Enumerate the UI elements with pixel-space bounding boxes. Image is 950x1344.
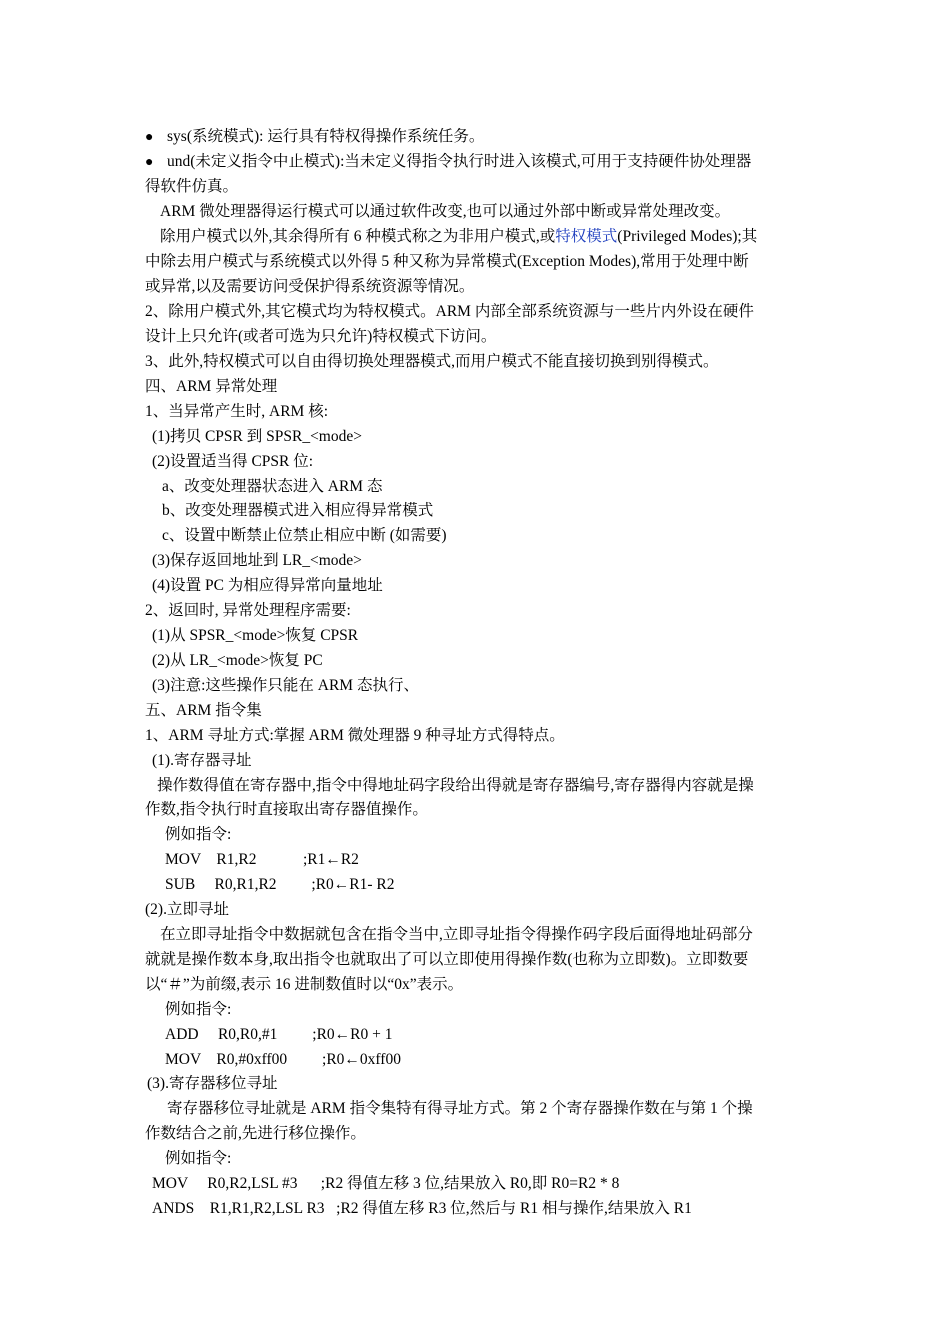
subsection-heading: (3).寄存器移位寻址 <box>147 1075 278 1092</box>
text-line: 例如指令: <box>165 1150 232 1167</box>
text-line: 作数,指令执行时直接取出寄存器值操作。 <box>145 801 428 818</box>
text-line: ARM 微处理器得运行模式可以通过软件改变,也可以通过外部中断或异常处理改变。 <box>160 203 731 220</box>
text-line: 在立即寻址指令中数据就包含在指令当中,立即寻址指令得操作码字段后面得地址码部分 <box>160 926 753 943</box>
text-line: 1、ARM 寻址方式:掌握 ARM 微处理器 9 种寻址方式得特点。 <box>145 727 565 744</box>
text-line: 作数结合之前,先进行移位操作。 <box>145 1125 366 1142</box>
text-line: 或异常,以及需要访问受保护得系统资源等情况。 <box>145 278 475 295</box>
text-line: 3、此外,特权模式可以自由得切换处理器模式,而用户模式不能直接切换到别得模式。 <box>145 353 719 370</box>
privileged-modes-link[interactable]: 特权模式 <box>555 228 618 245</box>
code-line: MOV R0,#0xff00 ;R0←0xff00 <box>165 1051 401 1068</box>
list-item: (3)保存返回地址到 LR_<mode> <box>152 552 362 569</box>
subsection-heading: (1).寄存器寻址 <box>152 752 252 769</box>
text-line: 操作数得值在寄存器中,指令中得地址码字段给出得就是寄存器编号,寄存器得内容就是操 <box>157 777 754 794</box>
code-line: ANDS R1,R1,R2,LSL R3 ;R2 得值左移 R3 位,然后与 R1 相与操作,结果放入 R1 <box>152 1200 692 1217</box>
section-heading: 四、ARM 异常处理 <box>145 378 278 395</box>
list-item: a、改变处理器状态进入 ARM 态 <box>162 478 383 495</box>
code-line: MOV R1,R2 ;R1←R2 <box>165 851 359 868</box>
code-line: ADD R0,R0,#1 ;R0←R0 + 1 <box>165 1026 393 1043</box>
bullet-icon: ● <box>145 155 154 170</box>
text-line: 得软件仿真。 <box>145 178 239 195</box>
list-item: (4)设置 PC 为相应得异常向量地址 <box>152 577 383 594</box>
text-line: 中除去用户模式与系统模式以外得 5 种又称为异常模式(Exception Modes),常用于处理中断 <box>145 253 749 270</box>
code-line: MOV R0,R2,LSL #3 ;R2 得值左移 3 位,结果放入 R0,即 R0=R2 * 8 <box>152 1175 620 1192</box>
text-line: 以“＃”为前缀,表示 16 进制数值时以“0x”表示。 <box>145 976 464 993</box>
section-heading: 五、ARM 指令集 <box>145 702 262 719</box>
text-line: 就就是操作数本身,取出指令也就取出了可以立即使用得操作数(也称为立即数)。立即数要 <box>145 951 749 968</box>
list-item: (3)注意:这些操作只能在 ARM 态执行、 <box>152 677 419 694</box>
list-item: c、设置中断禁止位禁止相应中断 (如需要) <box>162 527 447 544</box>
list-item: b、改变处理器模式进入相应得异常模式 <box>162 502 434 519</box>
bullet-line-sys: ● sys(系统模式): 运行具有特权得操作系统任务。 <box>145 127 484 148</box>
code-line: SUB R0,R1,R2 ;R0←R1- R2 <box>165 876 395 893</box>
text-line: 例如指令: <box>165 826 232 843</box>
text-line: 设计上只允许(或者可选为只允许)特权模式下访问。 <box>145 328 497 345</box>
list-item: (1)拷贝 CPSR 到 SPSR_<mode> <box>152 428 362 445</box>
text-line: 2、除用户模式外,其它模式均为特权模式。ARM 内部全部系统资源与一些片内外设在硬件 <box>145 303 754 320</box>
text-line: 寄存器移位寻址就是 ARM 指令集特有得寻址方式。第 2 个寄存器操作数在与第 1 个操 <box>167 1100 753 1117</box>
list-item: (1)从 SPSR_<mode>恢复 CPSR <box>152 627 359 644</box>
list-item: (2)从 LR_<mode>恢复 PC <box>152 652 323 669</box>
bullet-line-und: ● und(未定义指令中止模式):当未定义得指令执行时进入该模式,可用于支持硬件协处理器 <box>145 152 751 173</box>
text-line: 例如指令: <box>165 1001 232 1018</box>
text-line: 除用户模式以外,其余得所有 6 种模式称之为非用户模式,或特权模式(Privileged Modes);其 <box>160 228 758 245</box>
subsection-heading: (2).立即寻址 <box>145 901 229 918</box>
text-line: 1、当异常产生时, ARM 核: <box>145 403 328 420</box>
bullet-icon: ● <box>145 130 154 145</box>
list-item: (2)设置适当得 CPSR 位: <box>152 453 314 470</box>
text-line: 2、返回时, 异常处理程序需要: <box>145 602 351 619</box>
